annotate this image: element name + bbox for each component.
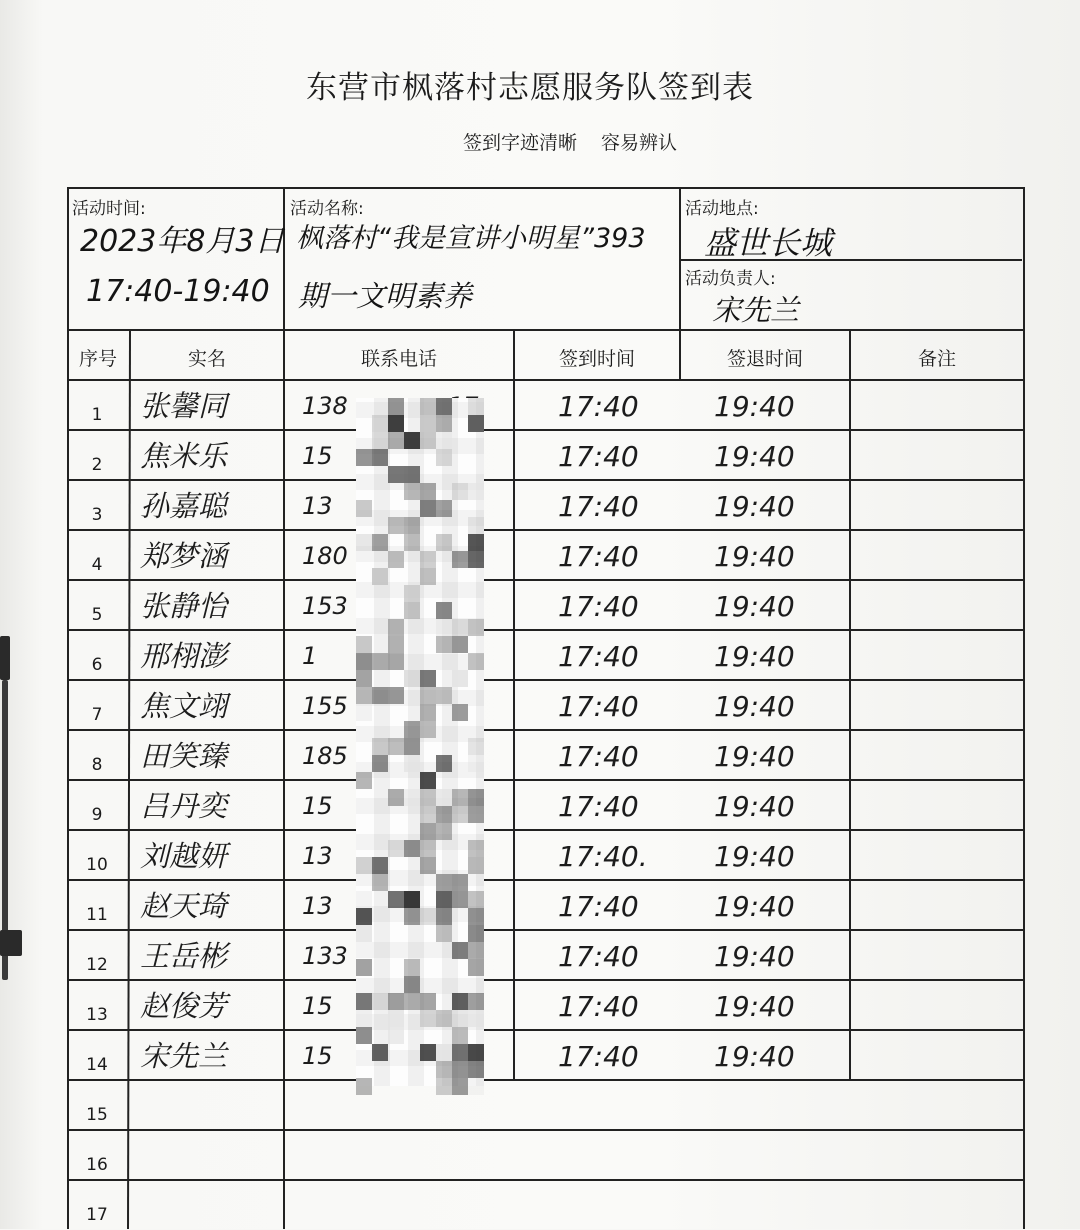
table-row xyxy=(68,730,1024,780)
mosaic-block xyxy=(372,653,388,670)
mosaic-block xyxy=(420,789,436,806)
row-signin-time: 17:40 xyxy=(558,640,639,673)
mosaic-block xyxy=(452,704,468,721)
row-seq: 10 xyxy=(86,855,108,875)
mosaic-block xyxy=(356,891,372,908)
mosaic-block xyxy=(356,772,372,789)
mosaic-block xyxy=(436,636,452,653)
mosaic-block xyxy=(452,1010,468,1027)
mosaic-block xyxy=(388,891,404,908)
row-remark xyxy=(850,930,1024,980)
mosaic-block xyxy=(388,738,404,755)
row-remark xyxy=(850,530,1024,580)
mosaic-block xyxy=(420,500,436,517)
mosaic-block xyxy=(468,738,484,755)
mosaic-block xyxy=(356,670,372,687)
row-name: 孙嘉聪 xyxy=(140,489,228,523)
mosaic-block xyxy=(468,1044,484,1061)
mosaic-block xyxy=(436,415,452,432)
mosaic-block xyxy=(404,891,420,908)
row-phone: 133 xyxy=(302,942,348,970)
mosaic-block xyxy=(356,449,372,466)
row-signout-time: 19:40 xyxy=(714,590,795,623)
mosaic-block xyxy=(468,551,484,568)
row-phone: 185 xyxy=(302,742,348,770)
mosaic-block xyxy=(356,687,372,704)
mosaic-block xyxy=(468,653,484,670)
mosaic-block xyxy=(372,415,388,432)
mosaic-block xyxy=(356,1027,372,1044)
mosaic-block xyxy=(436,1078,452,1095)
row-name: 张馨同 xyxy=(140,389,228,423)
row-signin-time: 17:40 xyxy=(558,540,639,573)
mosaic-block xyxy=(452,993,468,1010)
table-row xyxy=(68,630,1024,680)
activity-name-line2: 期一文明素养 xyxy=(298,279,473,313)
row-signout-time: 19:40 xyxy=(714,690,795,723)
row-remark xyxy=(850,680,1024,730)
mosaic-block xyxy=(452,551,468,568)
row-phone: 15 xyxy=(302,442,333,470)
mosaic-block xyxy=(420,840,436,857)
row-phone: 138 xyxy=(302,392,348,420)
row-signin-time: 17:40 xyxy=(558,390,639,423)
mosaic-block xyxy=(404,959,420,976)
table-row xyxy=(68,930,1024,980)
row-signout-time: 19:40 xyxy=(714,790,795,823)
mosaic-block xyxy=(468,789,484,806)
mosaic-block xyxy=(468,517,484,534)
row-signin-time: 17:40 xyxy=(558,490,639,523)
mosaic-block xyxy=(468,534,484,551)
row-signout-time: 19:40 xyxy=(714,1040,795,1073)
mosaic-block xyxy=(356,1078,372,1095)
row-seq: 12 xyxy=(86,955,108,975)
row-remark xyxy=(850,1080,1024,1130)
mosaic-block xyxy=(356,636,372,653)
mosaic-block xyxy=(436,823,452,840)
table-row xyxy=(68,680,1024,730)
table-row xyxy=(68,1030,1024,1080)
mosaic-block xyxy=(388,432,404,449)
table-row xyxy=(68,530,1024,580)
column-header-name: 实名 xyxy=(187,348,226,370)
row-signin-time: 17:40 xyxy=(558,940,639,973)
row-phone: 13 xyxy=(302,492,333,520)
row-signin-time: 17:40. xyxy=(558,840,648,873)
mosaic-block xyxy=(372,1044,388,1061)
mosaic-block xyxy=(468,891,484,908)
mosaic-block xyxy=(420,908,436,925)
row-name: 焦米乐 xyxy=(140,439,228,473)
mosaic-block xyxy=(404,789,420,806)
mosaic-block xyxy=(388,840,404,857)
mosaic-block xyxy=(420,432,436,449)
row-phone: 153 xyxy=(302,592,348,620)
row-seq: 3 xyxy=(91,505,103,525)
row-phone: 13 xyxy=(302,892,333,920)
mosaic-block xyxy=(356,534,372,551)
table-row xyxy=(68,580,1024,630)
mosaic-block xyxy=(372,755,388,772)
row-seq: 13 xyxy=(86,1005,108,1025)
mosaic-block xyxy=(388,653,404,670)
mosaic-block xyxy=(436,806,452,823)
mosaic-block xyxy=(420,398,436,415)
mosaic-block xyxy=(468,619,484,636)
mosaic-block xyxy=(404,840,420,857)
mosaic-block xyxy=(468,1061,484,1078)
activity-date: 2023年8月3日 xyxy=(80,224,285,259)
mosaic-block xyxy=(372,432,388,449)
mosaic-block xyxy=(452,1027,468,1044)
row-seq: 14 xyxy=(86,1055,108,1075)
mosaic-block xyxy=(420,551,436,568)
row-signout-time: 19:40 xyxy=(714,640,795,673)
activity-place-value: 盛世长城 xyxy=(704,224,833,262)
table-row xyxy=(68,830,1024,880)
table-row xyxy=(68,880,1024,930)
row-seq: 1 xyxy=(91,405,103,425)
row-signout-time: 19:40 xyxy=(714,990,795,1023)
mosaic-block xyxy=(468,1078,484,1095)
mosaic-block xyxy=(420,704,436,721)
column-header-seq: 序号 xyxy=(78,348,117,370)
mosaic-block xyxy=(404,534,420,551)
row-phone: 15 xyxy=(302,1042,333,1070)
activity-leader-value: 宋先兰 xyxy=(712,293,800,327)
mosaic-block xyxy=(468,806,484,823)
table-row xyxy=(68,980,1024,1030)
row-name: 赵俊芳 xyxy=(140,989,228,1023)
mosaic-block xyxy=(404,738,420,755)
row-phone: 1 xyxy=(302,642,318,670)
mosaic-block xyxy=(436,891,452,908)
row-seq: 5 xyxy=(91,605,103,625)
mosaic-block xyxy=(388,619,404,636)
mosaic-block xyxy=(404,670,420,687)
row-signout-time: 19:40 xyxy=(714,840,795,873)
mosaic-block xyxy=(436,789,452,806)
row-signout-time: 19:40 xyxy=(714,540,795,573)
row-signin-time: 17:40 xyxy=(558,990,639,1023)
mosaic-block xyxy=(436,1061,452,1078)
row-signin-time: 17:40 xyxy=(558,1040,639,1073)
mosaic-block xyxy=(388,687,404,704)
mosaic-block xyxy=(388,398,404,415)
table-row xyxy=(68,1130,1024,1180)
mosaic-block xyxy=(404,432,420,449)
row-remark xyxy=(850,780,1024,830)
activity-name-line1: 枫落村“我是宣讲小明星”393 xyxy=(296,223,646,254)
row-remark xyxy=(850,580,1024,630)
mosaic-block xyxy=(372,738,388,755)
mosaic-block xyxy=(436,534,452,551)
mosaic-block xyxy=(420,687,436,704)
mosaic-block xyxy=(404,755,420,772)
mosaic-block xyxy=(404,483,420,500)
row-name: 郑梦涵 xyxy=(140,539,228,573)
table-row xyxy=(68,430,1024,480)
row-name: 王岳彬 xyxy=(140,939,228,973)
mosaic-block xyxy=(436,432,452,449)
phone-privacy-mosaic xyxy=(356,398,484,1086)
mosaic-block xyxy=(388,551,404,568)
row-remark xyxy=(850,380,1024,430)
mosaic-block xyxy=(388,1010,404,1027)
row-seq: 9 xyxy=(91,805,103,825)
row-seq: 15 xyxy=(86,1105,108,1125)
row-name: 宋先兰 xyxy=(140,1039,228,1073)
column-header-remark: 备注 xyxy=(917,348,956,370)
column-header-signout: 签退时间 xyxy=(726,348,803,370)
table-row xyxy=(68,380,1024,430)
row-signout-time: 19:40 xyxy=(714,390,795,423)
mosaic-block xyxy=(388,636,404,653)
row-signin-time: 17:40 xyxy=(558,690,639,723)
mosaic-block xyxy=(436,1044,452,1061)
mosaic-block xyxy=(356,857,372,874)
row-name: 焦文翊 xyxy=(140,689,228,723)
mosaic-block xyxy=(468,398,484,415)
row-remark xyxy=(850,730,1024,780)
table-row xyxy=(68,1180,1024,1230)
row-remark xyxy=(850,1180,1024,1230)
column-header-phone: 联系电话 xyxy=(360,348,437,370)
mosaic-block xyxy=(436,602,452,619)
mosaic-block xyxy=(436,755,452,772)
mosaic-block xyxy=(452,789,468,806)
mosaic-block xyxy=(388,466,404,483)
mosaic-block xyxy=(420,1044,436,1061)
row-name: 邢栩澎 xyxy=(140,639,228,673)
mosaic-block xyxy=(388,1027,404,1044)
mosaic-block xyxy=(404,585,420,602)
activity-name-label: 活动名称: xyxy=(290,199,364,219)
table-row xyxy=(68,780,1024,830)
activity-time-label: 活动时间: xyxy=(72,199,146,219)
mosaic-block xyxy=(420,415,436,432)
mosaic-block xyxy=(468,1010,484,1027)
mosaic-block xyxy=(468,840,484,857)
mosaic-block xyxy=(372,534,388,551)
mosaic-block xyxy=(452,1078,468,1095)
mosaic-block xyxy=(436,1010,452,1027)
row-remark xyxy=(850,1030,1024,1080)
mosaic-block xyxy=(452,619,468,636)
mosaic-block xyxy=(452,670,468,687)
row-signout-time: 19:40 xyxy=(714,890,795,923)
row-remark xyxy=(850,430,1024,480)
mosaic-block xyxy=(436,449,452,466)
mosaic-block xyxy=(420,993,436,1010)
page-title: 东营市枫落村志愿服务队签到表 xyxy=(306,70,754,106)
row-phone: 13 xyxy=(302,842,333,870)
mosaic-block xyxy=(452,942,468,959)
column-header-signin: 签到时间 xyxy=(558,348,635,370)
mosaic-block xyxy=(372,874,388,891)
row-remark xyxy=(850,630,1024,680)
mosaic-block xyxy=(404,721,420,738)
mosaic-block xyxy=(436,398,452,415)
mosaic-block xyxy=(404,466,420,483)
row-phone: 15 xyxy=(302,792,333,820)
mosaic-block xyxy=(356,993,372,1010)
mosaic-block xyxy=(388,415,404,432)
row-seq: 4 xyxy=(91,555,103,575)
mosaic-block xyxy=(436,687,452,704)
mosaic-block xyxy=(452,891,468,908)
mosaic-block xyxy=(404,993,420,1010)
row-name: 刘越妍 xyxy=(140,839,228,873)
mosaic-block xyxy=(372,568,388,585)
row-phone: 15 xyxy=(302,992,333,1020)
row-remark xyxy=(850,480,1024,530)
row-remark xyxy=(850,880,1024,930)
mosaic-block xyxy=(388,993,404,1010)
mosaic-block xyxy=(404,976,420,993)
mosaic-block xyxy=(452,636,468,653)
row-name: 赵天琦 xyxy=(140,889,228,923)
mosaic-block xyxy=(420,1010,436,1027)
mosaic-block xyxy=(372,449,388,466)
row-signin-time: 17:40 xyxy=(558,790,639,823)
mosaic-block xyxy=(404,602,420,619)
mosaic-block xyxy=(468,755,484,772)
page-subtitle: 签到字迹清晰 容易辨认 xyxy=(462,132,678,154)
mosaic-block xyxy=(420,568,436,585)
mosaic-block xyxy=(372,857,388,874)
mosaic-block xyxy=(356,653,372,670)
mosaic-block xyxy=(452,1061,468,1078)
mosaic-block xyxy=(356,959,372,976)
mosaic-block xyxy=(356,925,372,942)
row-remark xyxy=(850,830,1024,880)
activity-leader-label: 活动负责人: xyxy=(685,269,776,289)
mosaic-block xyxy=(420,721,436,738)
row-seq: 11 xyxy=(86,905,108,925)
row-seq: 6 xyxy=(91,655,103,675)
row-name: 吕丹奕 xyxy=(140,789,228,823)
row-signout-time: 19:40 xyxy=(714,740,795,773)
row-phone: 155 xyxy=(302,692,348,720)
row-name: 田笑臻 xyxy=(140,739,228,773)
row-signin-time: 17:40 xyxy=(558,590,639,623)
row-name: 张静怡 xyxy=(140,589,228,623)
mosaic-block xyxy=(452,483,468,500)
mosaic-block xyxy=(468,925,484,942)
mosaic-block xyxy=(420,823,436,840)
mosaic-block xyxy=(468,857,484,874)
activity-place-label: 活动地点: xyxy=(685,199,759,219)
row-seq: 17 xyxy=(86,1205,108,1225)
mosaic-block xyxy=(420,670,436,687)
row-remark xyxy=(850,980,1024,1030)
row-phone: 180 xyxy=(302,542,348,570)
mosaic-block xyxy=(468,959,484,976)
row-seq: 16 xyxy=(86,1155,108,1175)
mosaic-block xyxy=(452,806,468,823)
mosaic-block xyxy=(436,874,452,891)
mosaic-block xyxy=(420,857,436,874)
mosaic-block xyxy=(468,993,484,1010)
mosaic-block xyxy=(468,942,484,959)
table-row xyxy=(68,1080,1024,1130)
mosaic-block xyxy=(468,483,484,500)
row-signin-time: 17:40 xyxy=(558,440,639,473)
mosaic-block xyxy=(468,908,484,925)
mosaic-block xyxy=(372,687,388,704)
row-signout-time: 19:40 xyxy=(714,440,795,473)
row-signout-time: 19:40 xyxy=(714,490,795,523)
mosaic-block xyxy=(404,517,420,534)
mosaic-block xyxy=(436,925,452,942)
mosaic-block xyxy=(356,500,372,517)
mosaic-block xyxy=(420,806,436,823)
mosaic-block xyxy=(436,500,452,517)
mosaic-block xyxy=(356,704,372,721)
mosaic-block xyxy=(468,415,484,432)
table-row xyxy=(68,480,1024,530)
mosaic-block xyxy=(420,772,436,789)
mosaic-block xyxy=(452,874,468,891)
activity-time-range: 17:40-19:40 xyxy=(86,274,270,309)
mosaic-block xyxy=(436,908,452,925)
mosaic-block xyxy=(388,517,404,534)
row-remark xyxy=(850,1130,1024,1180)
mosaic-block xyxy=(436,619,452,636)
mosaic-block xyxy=(372,993,388,1010)
row-seq: 8 xyxy=(91,755,103,775)
row-signout-time: 19:40 xyxy=(714,940,795,973)
row-seq: 2 xyxy=(91,455,103,475)
row-signin-time: 17:40 xyxy=(558,740,639,773)
mosaic-block xyxy=(420,483,436,500)
mosaic-block xyxy=(388,789,404,806)
mosaic-block xyxy=(452,1044,468,1061)
row-seq: 7 xyxy=(91,705,103,725)
mosaic-block xyxy=(356,908,372,925)
mosaic-block xyxy=(356,1010,372,1027)
mosaic-block xyxy=(404,908,420,925)
row-signin-time: 17:40 xyxy=(558,890,639,923)
